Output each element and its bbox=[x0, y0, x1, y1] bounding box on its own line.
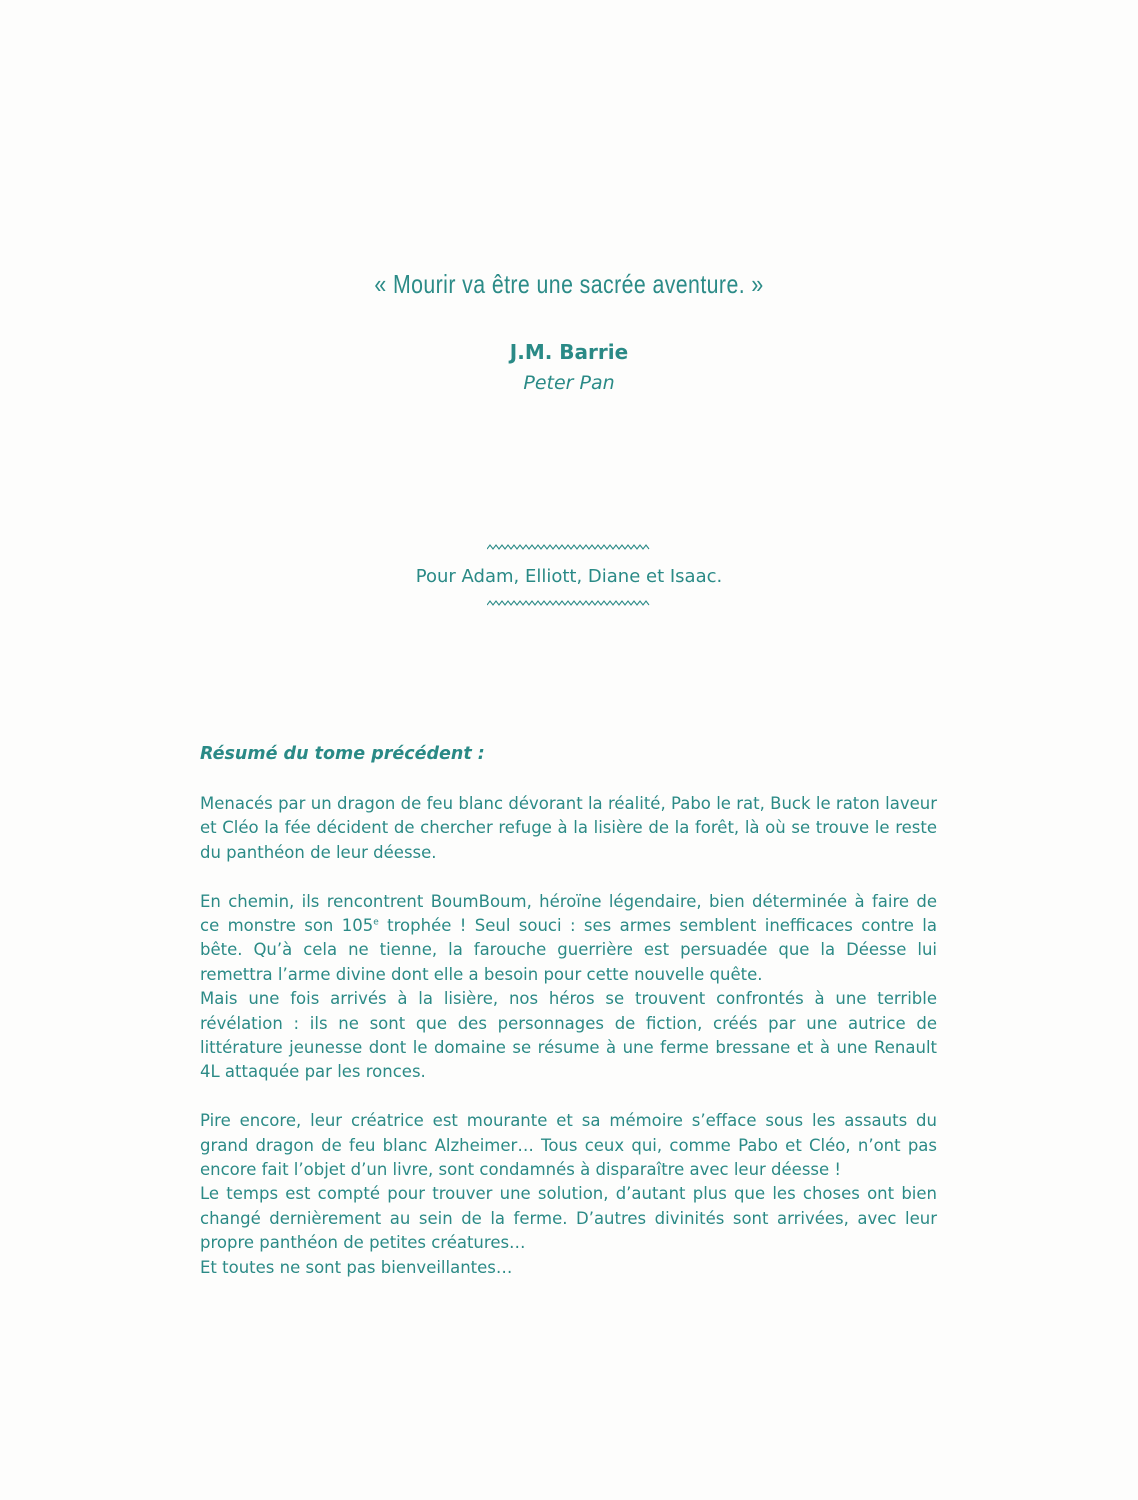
summary-paragraph-3: Mais une fois arrivés à la lisière, nos héros se trouvent confrontés à une terrible révélation : ils ne sont que des personnages de fiction, créés par une autrice de littérature jeunesse dont le domaine se résume à une ferme bressane et à une Renault 4L attaquée par les ronces. bbox=[200, 989, 937, 1082]
summary-paragraph-4: Pire encore, leur créatrice est mourante et sa mémoire s’efface sous les assauts du grand dragon de feu blanc Alzheimer… Tous ceux qui, comme Pabo et Cléo, n’ont pas encore fait l’objet d’un livre, sont condamnés à disparaître avec leur déesse ! bbox=[200, 1111, 937, 1180]
summary-paragraph-2-end: trophée ! Seul souci : ses armes semblent inefficaces contre la bête. Qu’à cela ne tienne, la farouche guerrière est persuadée que la Déesse lui remettra l’arme divine dont elle a besoin pour cette nouvelle quête. bbox=[200, 916, 937, 984]
ordinal-superscript: e bbox=[373, 917, 379, 928]
epigraph bbox=[0, 262, 1138, 398]
summary-paragraph-2-start: En chemin, ils rencontrent BoumBoum, héroïne légendaire, bien déterminée à faire de ce monstre son 105 bbox=[200, 891, 937, 936]
epigraph-author: J.M. Barrie bbox=[509, 340, 629, 364]
dedication bbox=[0, 543, 1138, 611]
dedication-text: Pour Adam, Elliott, Diane et Isaac. bbox=[415, 566, 723, 587]
zigzag-ornament-bottom-icon bbox=[487, 599, 651, 611]
summary-paragraph-5: Le temps est compté pour trouver une solution, d’autant plus que les choses ont bien changé dernièrement au sein de la ferme. D’autres divinités sont arrivées, avec leur propre panthéon de petites créatures… bbox=[200, 1184, 937, 1253]
epigraph-book-title: Peter Pan bbox=[523, 372, 615, 394]
zigzag-ornament-top-icon bbox=[487, 543, 651, 555]
summary-section bbox=[200, 740, 937, 1280]
summary-paragraph-1: Menacés par un dragon de feu blanc dévorant la réalité, Pabo le rat, Buck le raton laveur et Cléo la fée décident de chercher refuge à la lisière de la forêt, là où se trouve le reste du panthéon de leur déesse. bbox=[200, 794, 937, 862]
summary-paragraph-6: Et toutes ne sont pas bienveillantes… bbox=[200, 1257, 513, 1277]
summary-paragraph-2 bbox=[200, 890, 937, 988]
summary-title: Résumé du tome précédent : bbox=[200, 744, 485, 764]
epigraph-quote: « Mourir va être une sacrée aventure. » bbox=[374, 269, 764, 299]
